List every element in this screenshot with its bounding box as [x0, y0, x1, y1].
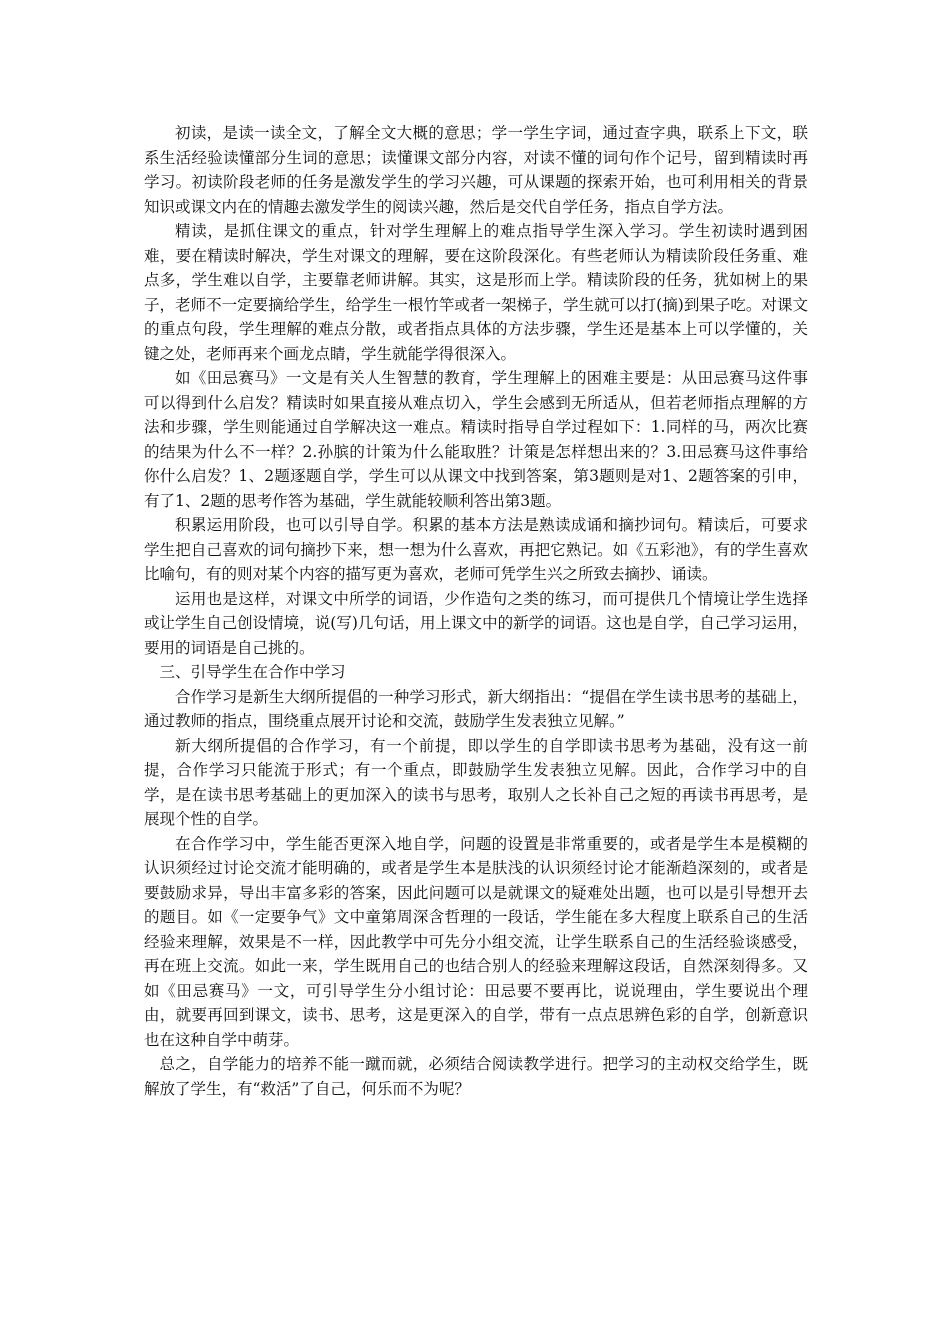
paragraph-cooperative-learning: 合作学习是新生大纲所提倡的一种学习形式，新大纲指出：“提倡在学生读书思考的基础上，通过教师的指点，围绕重点展开讨论和交流，鼓励学生发表独立见解。”	[144, 687, 808, 730]
paragraph-accumulation: 积累运用阶段，也可以引导自学。积累的基本方法是熟读成诵和摘抄词句。精读后，可要求学生把自己喜欢的词句摘抄下来，想一想为什么喜欢，再把它熟记。如《五彩池》，有的学生喜欢比喻句，有的则对某个内容的描写更为喜欢，老师可凭学生兴之所致去摘抄、诵读。	[144, 516, 808, 583]
paragraph-new-syllabus: 新大纲所提倡的合作学习，有一个前提，即以学生的自学即读书思考为基础，没有这一前提，合作学习只能流于形式；有一个重点，即鼓励学生发表独立见解。因此，合作学习中的自学，是在读书思考基础上的更加深入的读书与思考，取别人之长补自己之短的再读书再思考，是展现个性的自学。	[144, 736, 808, 828]
document-body	[144, 121, 808, 1101]
paragraph-intensive-reading: 精读，是抓住课文的重点，针对学生理解上的难点指导学生深入学习。学生初读时遇到困难，要在精读时解决，学生对课文的理解，要在这阶段深化。有些老师认为精读阶段任务重、难点多，学生难以自学，主要靠老师讲解。其实，这是形而上学。精读阶段的任务，犹如树上的果子，老师不一定要摘给学生，给学生一根竹竿或者一架梯子，学生就可以打(摘)到果子吃。对课文的重点句段，学生理解的难点分散，或者指点具体的方法步骤，学生还是基本上可以学懂的，关键之处，老师再来个画龙点睛，学生就能学得很深入。	[144, 222, 808, 363]
section-heading: 三、引导学生在合作中学习	[159, 663, 346, 681]
paragraph-application: 运用也是这样，对课文中所学的词语，少作造句之类的练习，而可提供几个情境让学生选择或让学生自己创设情境，说(写)几句话，用上课文中的新学的词语。这也是自学，自己学习运用，要用的词语是自己挑的。	[144, 589, 808, 657]
paragraph-initial-reading: 初读，是读一读全文，了解全文大概的意思；学一学生字词，通过查字典，联系上下文，联系生活经验读懂部分生词的意思；读懂课文部分内容，对读不懂的词句作个记号，留到精读时再学习。初读阶段老师的任务是激发学生的学习兴趣，可从课题的探索开始，也可利用相关的背景知识或课文内在的情趣去激发学生的阅读兴趣，然后是交代自学任务，指点自学方法。	[144, 124, 808, 216]
paragraph-question-design: 在合作学习中，学生能否更深入地自学，问题的设置是非常重要的，或者是学生本是模糊的认识须经过讨论交流才能明确的，或者是学生本是肤浅的认识须经讨论才能渐趋深刻的，或者是要鼓励求异，导出丰富多彩的答案，因此问题可以是就课文的疑难处出题，也可以是引导想开去的题目。如《一定要争气》文中童第周深含哲理的一段话，学生能在多大程度上联系自己的生活经验来理解，效果是不一样，因此教学中可先分小组交流，让学生联系自己的生活经验谈感受，再在班上交流。如此一来，学生既用自己的也结合别人的经验来理解这段话，自然深刻得多。又如《田忌赛马》一文，可引导学生分小组讨论：田忌要不要再比，说说理由，学生要说出个理由，就要再回到课文，读书、思考，这是更深入的自学，带有一点点思辨色彩的自学，创新意识也在这种自学中萌芽。	[144, 834, 808, 1049]
paragraph-tianji-example: 如《田忌赛马》一文是有关人生智慧的教育，学生理解上的困难主要是：从田忌赛马这件事可以得到什么启发？精读时如果直接从难点切入，学生会感到无所适从，但若老师指点理解的方法和步骤，学生则能通过自学解决这一难点。精读时指导自学过程如下：1.同样的马，两次比赛的结果为什么不一样？2.孙膑的计策为什么能取胜？计策是怎样想出来的？3.田忌赛马这件事给你什么启发？1、2题逐题自学，学生可以从课文中找到答案，第3题则是对1、2题答案的引申，有了1、2题的思考作答为基础，学生就能较顺利答出第3题。	[144, 369, 808, 510]
paragraph-conclusion: 总之，自学能力的培养不能一蹴而就，必须结合阅读教学进行。把学习的主动权交给学生，既解放了学生，有“救活”了自己，何乐而不为呢？	[144, 1055, 808, 1098]
